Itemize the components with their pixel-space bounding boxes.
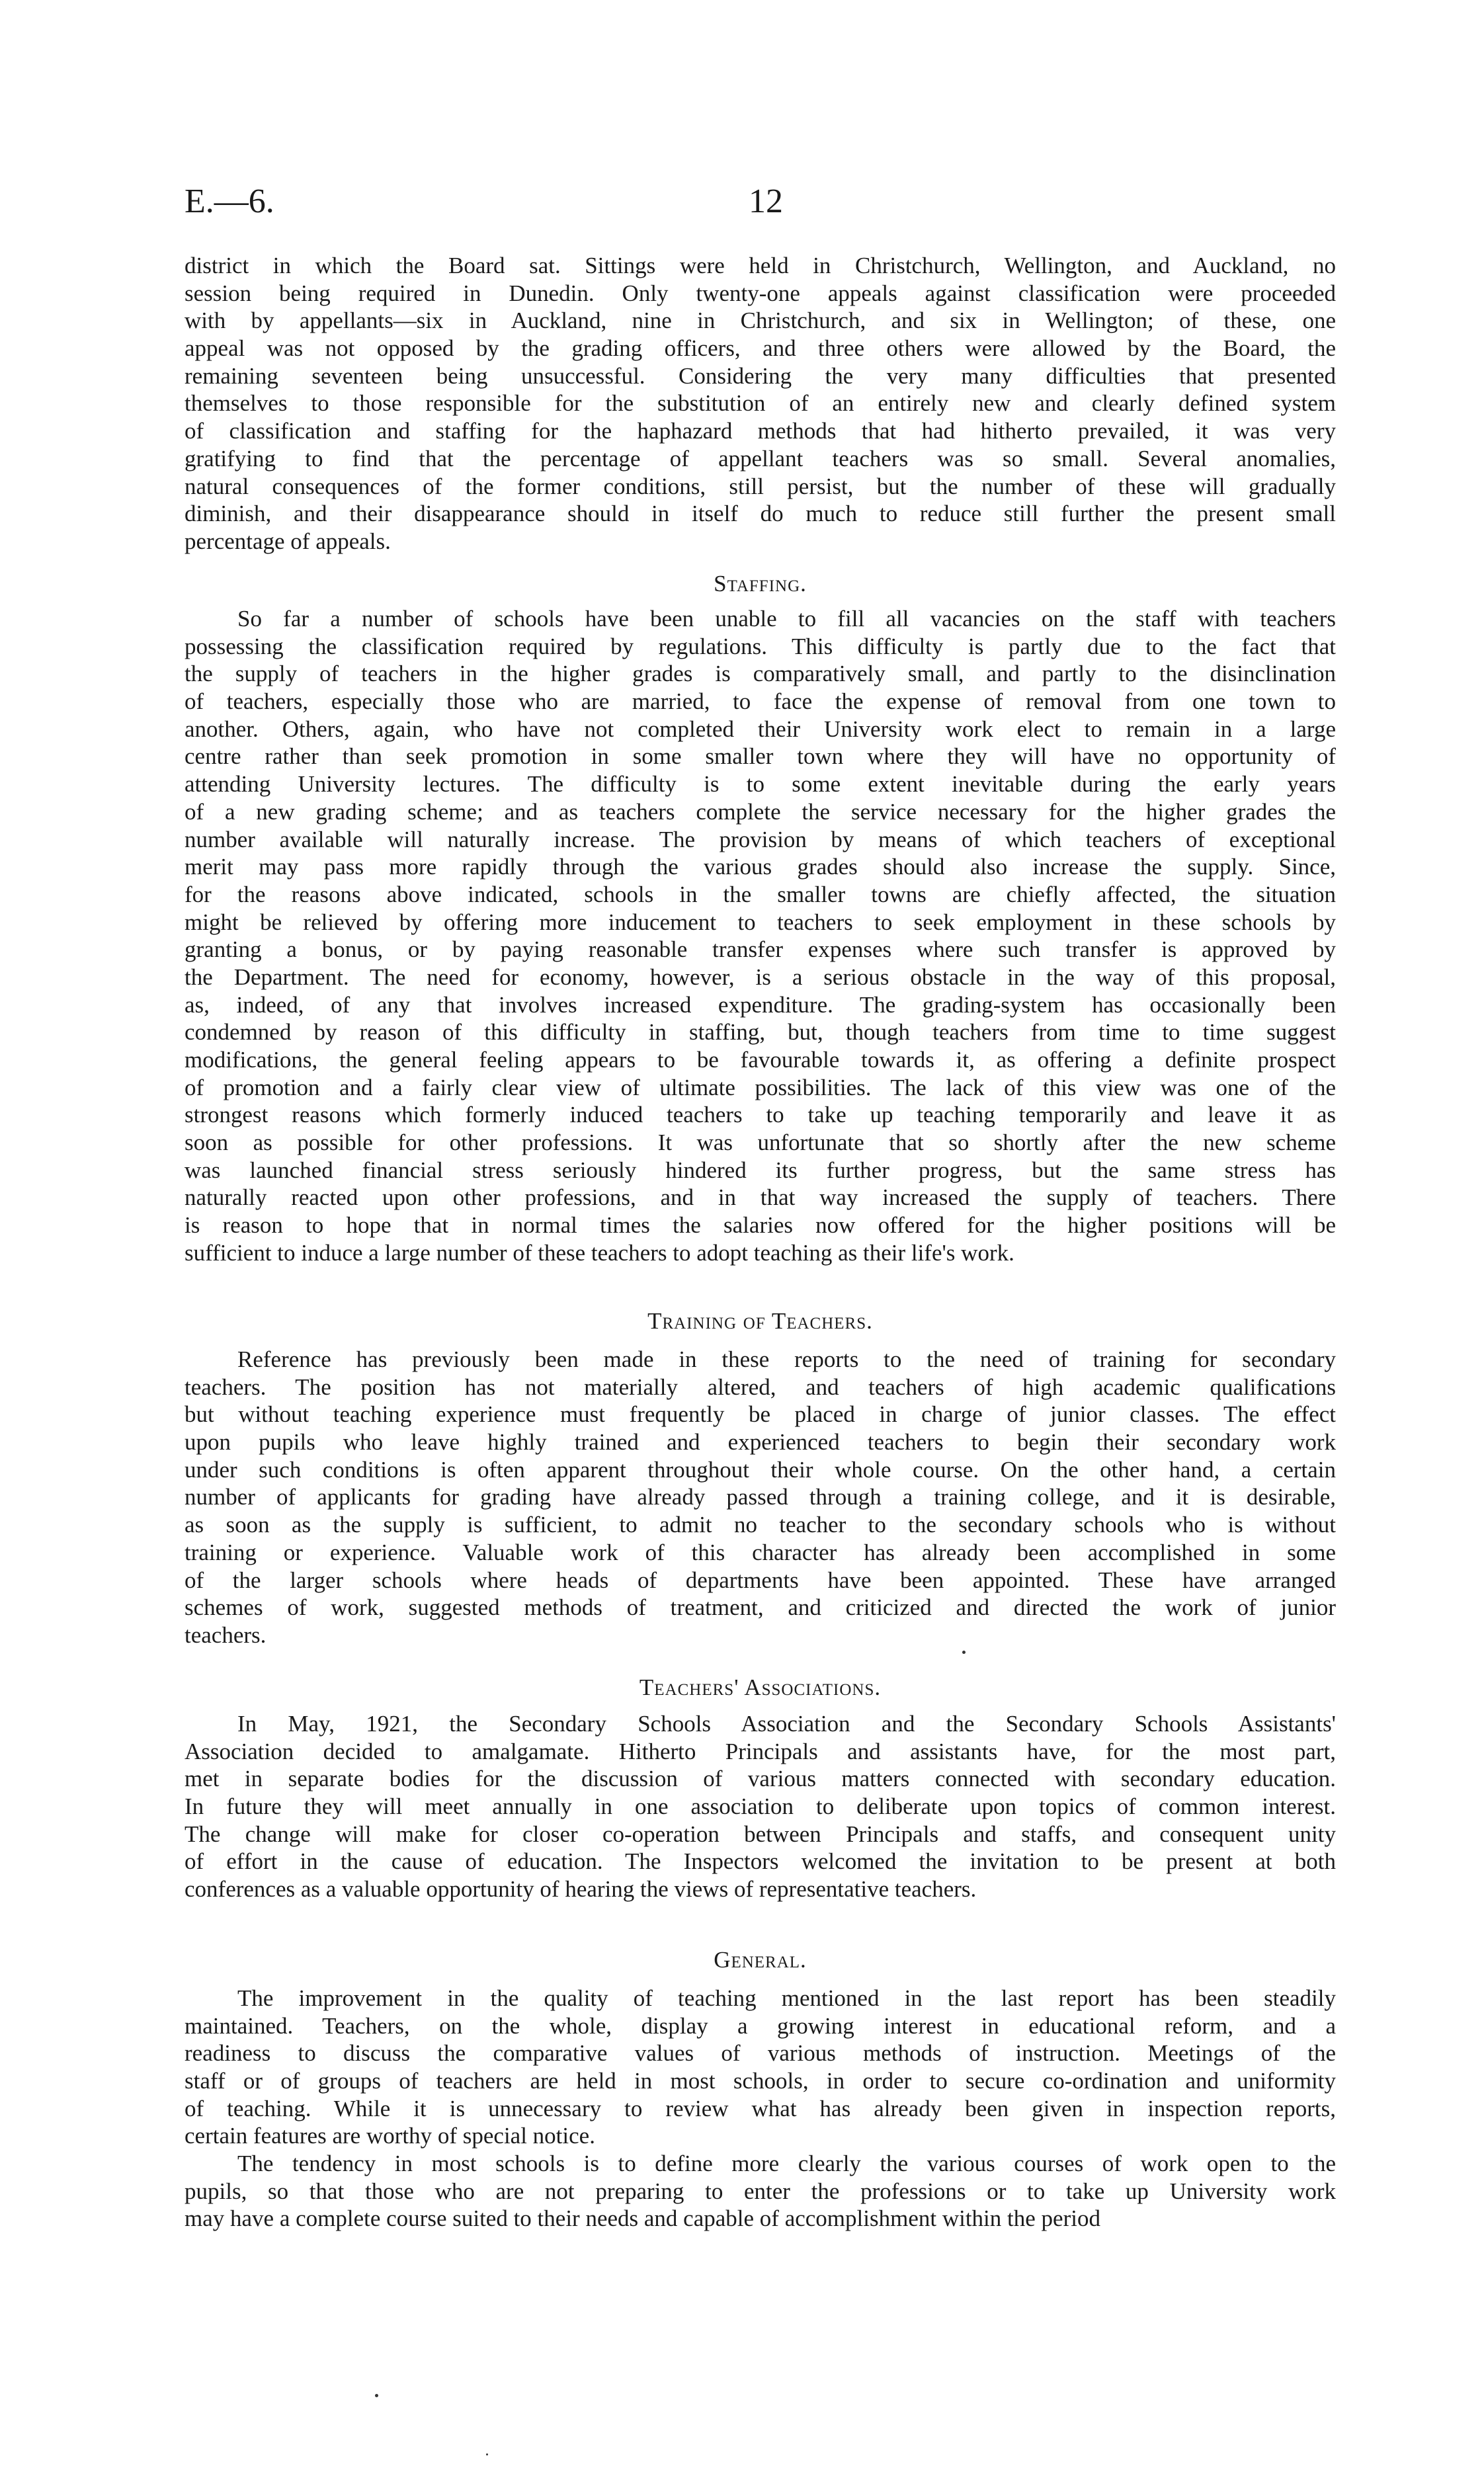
document-reference: E.—6. xyxy=(185,183,274,220)
heading-staffing: Staffing. xyxy=(714,571,807,596)
text-line: the Department. The need for economy, however, is a serious obstacle in the way of this proposal, xyxy=(185,964,1336,990)
scan-speck xyxy=(375,2394,378,2397)
text-line: themselves to those responsible for the substitution of an entirely new and clearly defined system xyxy=(185,390,1336,417)
text-line: appeal was not opposed by the grading officers, and three others were allowed by the Board, the xyxy=(185,335,1336,362)
text-line: teachers. The position has not materially altered, and teachers of high academic qualifications xyxy=(185,1374,1336,1400)
text-line: granting a bonus, or by paying reasonable transfer expenses where such transfer is approved by xyxy=(185,936,1336,963)
page-number: 12 xyxy=(749,183,783,220)
scan-speck xyxy=(962,1651,966,1654)
text-line: gratifying to find that the percentage of appellant teachers was so small. Several anomalies, xyxy=(185,445,1336,472)
text-line: remaining seventeen being unsuccessful. Considering the very many difficulties that presented xyxy=(185,362,1336,389)
text-line: but without teaching experience must frequently be placed in charge of junior classes. The effect xyxy=(185,1401,1336,1428)
text-line: certain features are worthy of special notice. xyxy=(185,2123,595,2149)
text-line: as soon as the supply is sufficient, to admit no teacher to the secondary schools who is without xyxy=(185,1512,1336,1538)
text-line: session being required in Dunedin. Only twenty-one appeals against classification were proceeded xyxy=(185,280,1336,306)
text-line: under such conditions is often apparent throughout their whole course. On the other hand, a certain xyxy=(185,1456,1336,1483)
text-line: of teaching. While it is unnecessary to review what has already been given in inspection reports, xyxy=(185,2095,1336,2121)
text-line: as, indeed, of any that involves increased expenditure. The grading-system has occasionally been xyxy=(185,991,1336,1018)
text-line: conferences as a valuable opportunity of hearing the views of representative teachers. xyxy=(185,1876,977,1903)
text-line: of effort in the cause of education. The Inspectors welcomed the invitation to be present at both xyxy=(185,1848,1336,1875)
text-line: possessing the classification required by regulations. This difficulty is partly due to the fact that xyxy=(185,633,1336,659)
text-line: sufficient to induce a large number of these teachers to adopt teaching as their life's work. xyxy=(185,1239,1014,1266)
heading-general: General. xyxy=(714,1947,807,1973)
text-line: schemes of work, suggested methods of treatment, and criticized and directed the work of junior xyxy=(185,1594,1336,1621)
text-line: In May, 1921, the Secondary Schools Association and the Secondary Schools Assistants' xyxy=(237,1711,1336,1737)
text-line: naturally reacted upon other professions, and in that way increased the supply of teachers. There xyxy=(185,1184,1336,1211)
paragraph-staffing xyxy=(185,605,1336,1267)
text-line: Reference has previously been made in these reports to the need of training for secondary xyxy=(237,1346,1336,1372)
text-line: was launched financial stress seriously hindered its further progress, but the same stress has xyxy=(185,1157,1336,1183)
paragraph-general-2 xyxy=(185,2150,1336,2233)
text-line: modifications, the general feeling appears to be favourable towards it, as offering a definite prospect xyxy=(185,1047,1336,1073)
text-line: maintained. Teachers, on the whole, display a growing interest in educational reform, and a xyxy=(185,2012,1336,2039)
text-line: teachers. xyxy=(185,1622,267,1648)
text-line: number of applicants for grading have already passed through a training college, and it is desirable, xyxy=(185,1484,1336,1510)
text-line: is reason to hope that in normal times the salaries now offered for the higher positions will be xyxy=(185,1212,1336,1239)
text-line: of classification and staffing for the haphazard methods that had hitherto prevailed, it was very xyxy=(185,418,1336,444)
text-line: training or experience. Valuable work of this character has already been accomplished in some xyxy=(185,1539,1336,1565)
text-line: for the reasons above indicated, schools in the smaller towns are chiefly affected, the situation xyxy=(185,881,1336,907)
heading-training-of-teachers: Training of Teachers. xyxy=(647,1308,873,1334)
text-line: merit may pass more rapidly through the various grades should also increase the supply. Since, xyxy=(185,854,1336,880)
text-line: The improvement in the quality of teaching mentioned in the last report has been steadily xyxy=(237,1985,1336,2011)
text-line: So far a number of schools have been unable to fill all vacancies on the staff with teachers xyxy=(237,606,1336,632)
text-line: percentage of appeals. xyxy=(185,528,391,554)
text-line: of a new grading scheme; and as teachers complete the service necessary for the higher grades the xyxy=(185,798,1336,825)
text-line: with by appellants—six in Auckland, nine in Christchurch, and six in Wellington; of these, one xyxy=(185,308,1336,334)
text-line: of teachers, especially those who are married, to face the expense of removal from one town to xyxy=(185,688,1336,715)
text-line: staff or of groups of teachers are held in most schools, in order to secure co-ordination and uniformity xyxy=(185,2068,1336,2094)
paragraph-associations xyxy=(185,1710,1336,1903)
text-line: pupils, so that those who are not preparing to enter the professions or to take up University work xyxy=(185,2178,1336,2204)
text-line: readiness to discuss the comparative values of various methods of instruction. Meetings of the xyxy=(185,2040,1336,2067)
text-line: soon as possible for other professions. It was unfortunate that so shortly after the new scheme xyxy=(185,1130,1336,1156)
text-line: upon pupils who leave highly trained and experienced teachers to begin their secondary work xyxy=(185,1429,1336,1456)
text-line: The change will make for closer co-operation between Principals and staffs, and consequent unity xyxy=(185,1821,1336,1847)
text-line: may have a complete course suited to their needs and capable of accomplishment within the period xyxy=(185,2205,1100,2232)
text-line: district in which the Board sat. Sittings were held in Christchurch, Wellington, and Auckland, no xyxy=(185,253,1336,278)
text-line: condemned by reason of this difficulty in staffing, but, though teachers from time to time suggest xyxy=(185,1019,1336,1046)
text-line: of the larger schools where heads of departments have been appointed. These have arranged xyxy=(185,1567,1336,1593)
text-line: met in separate bodies for the discussion of various matters connected with secondary education. xyxy=(185,1766,1336,1792)
text-line: of promotion and a fairly clear view of ultimate possibilities. The lack of this view was one of the xyxy=(185,1074,1336,1100)
text-line: the supply of teachers in the higher grades is comparatively small, and partly to the disinclination xyxy=(185,661,1336,687)
text-line: natural consequences of the former conditions, still persist, but the number of these will gradually xyxy=(185,473,1336,499)
text-line: In future they will meet annually in one association to deliberate upon topics of common interest. xyxy=(185,1793,1336,1820)
text-line: number available will naturally increase. The provision by means of which teachers of exceptional xyxy=(185,826,1336,852)
paragraph-training xyxy=(185,1346,1336,1649)
paragraph-appeals xyxy=(185,252,1336,555)
heading-teachers-associations: Teachers' Associations. xyxy=(639,1674,882,1700)
text-line: strongest reasons which formerly induced teachers to take up teaching temporarily and leave it as xyxy=(185,1102,1336,1128)
text-line: another. Others, again, who have not completed their University work elect to remain in a large xyxy=(185,716,1336,742)
text-line: might be relieved by offering more inducement to teachers to seek employment in these schools by xyxy=(185,909,1336,935)
paragraph-general-1 xyxy=(185,1985,1336,2150)
text-line: The tendency in most schools is to define more clearly the various courses of work open to the xyxy=(237,2151,1336,2176)
text-line: centre rather than seek promotion in some smaller town where they will have no opportunity of xyxy=(185,743,1336,770)
text-line: Association decided to amalgamate. Hitherto Principals and assistants have, for the most part, xyxy=(185,1738,1336,1764)
text-line: attending University lectures. The difficulty is to some extent inevitable during the early years xyxy=(185,771,1336,798)
text-line: diminish, and their disappearance should in itself do much to reduce still further the present small xyxy=(185,501,1336,527)
scan-speck xyxy=(486,2453,488,2455)
